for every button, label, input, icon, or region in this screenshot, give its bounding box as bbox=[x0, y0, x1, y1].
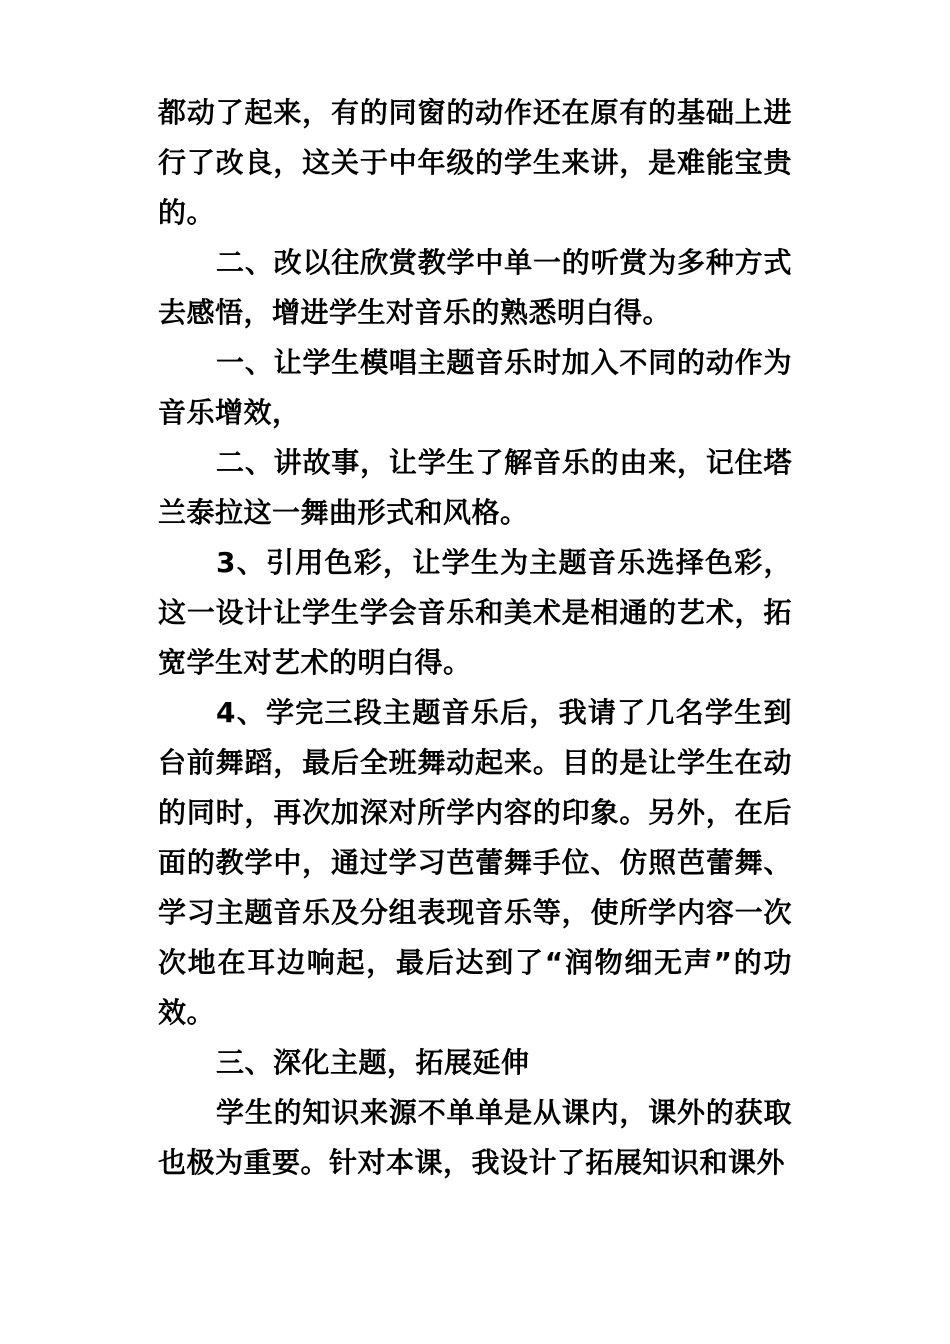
paragraph-item-2: 二、讲故事，让学生了解音乐的由来，记住塔兰泰拉这一舞曲形式和风格。 bbox=[158, 446, 792, 529]
paragraph-continuation: 都动了起来，有的同窗的动作还在原有的基础上进行了改良，这关于中年级的学生来讲，是难能宝贵的。 bbox=[158, 96, 792, 229]
paragraph-section-2: 二、改以往欣赏教学中单一的听赏为多种方式去感悟，增进学生对音乐的熟悉明白得。 bbox=[158, 246, 792, 329]
document-body bbox=[158, 88, 792, 1188]
paragraph-item-3: 3、引用色彩，让学生为主题音乐选择色彩，这一设计让学生学会音乐和美术是相通的艺术，拓宽学生对艺术的明白得。 bbox=[158, 546, 792, 679]
section-heading-3: 三、深化主题，拓展延伸 bbox=[216, 1046, 530, 1079]
paragraph-extension: 学生的知识来源不单单是从课内，课外的获取也极为重要。针对本课，我设计了拓展知识和课外 bbox=[158, 1096, 792, 1179]
paragraph-item-1: 一、让学生模唱主题音乐时加入不同的动作为音乐增效， bbox=[158, 346, 792, 429]
paragraph-item-4: 4、学完三段主题音乐后，我请了几名学生到台前舞蹈，最后全班舞动起来。目的是让学生在动的同时，再次加深对所学内容的印象。另外，在后面的教学中，通过学习芭蕾舞手位、仿照芭蕾舞、学习主题音乐及分组表现音乐等，使所学内容一次次地在耳边响起，最后达到了“润物细无声”的功效。 bbox=[158, 696, 792, 1029]
